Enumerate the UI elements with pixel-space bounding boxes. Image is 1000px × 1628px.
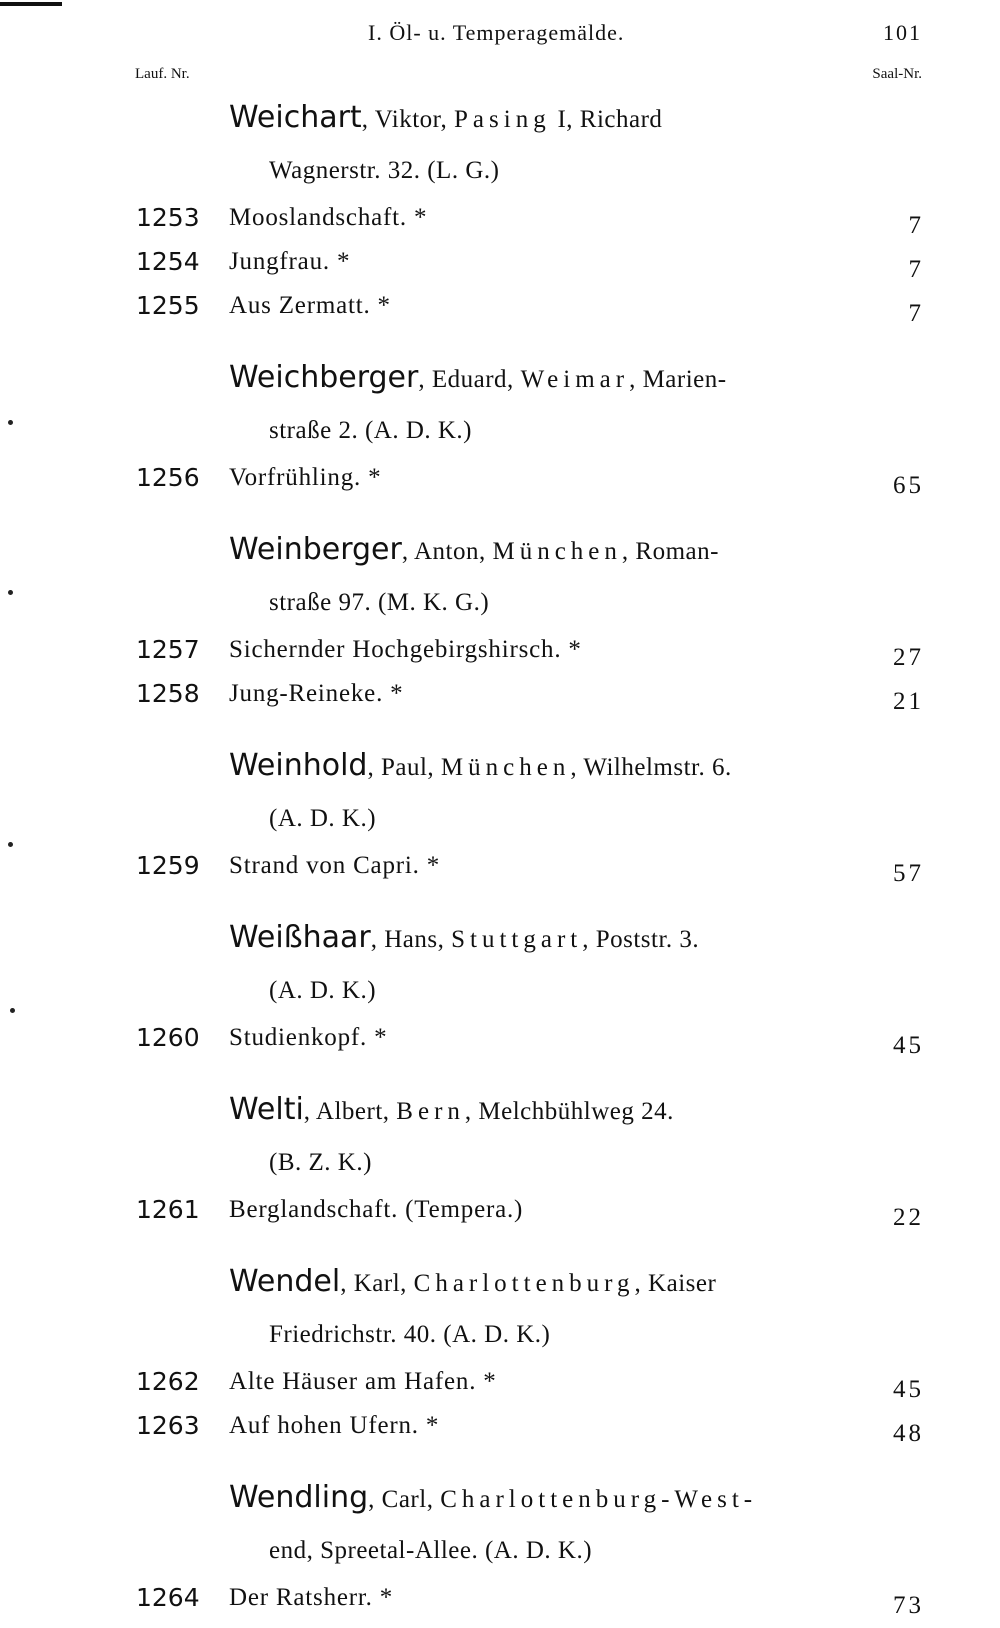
room-number: 27 bbox=[893, 644, 924, 671]
artist-address: , Poststr. 3. bbox=[582, 926, 700, 953]
work-title: Studienkopf. * bbox=[229, 1024, 388, 1051]
work-title: Der Ratsherr. * bbox=[229, 1584, 394, 1611]
work-number: 1258 bbox=[136, 679, 200, 708]
room-number: 45 bbox=[893, 1032, 924, 1059]
room-number: 7 bbox=[908, 212, 924, 239]
artist-address-continued: (A. D. K.) bbox=[269, 805, 377, 832]
work-row bbox=[0, 672, 1000, 716]
work-title: Berglandschaft. (Tempera.) bbox=[229, 1196, 524, 1223]
work-title: Jung-Reineke. * bbox=[229, 680, 404, 707]
artist-city: Charlottenburg bbox=[413, 1270, 635, 1297]
artist-given-name: , Karl, bbox=[340, 1270, 414, 1297]
running-title: I. Öl- u. Temperagemälde. bbox=[368, 20, 625, 45]
work-row bbox=[0, 1576, 1000, 1620]
artist-given-name: , Viktor, bbox=[361, 106, 455, 133]
artist-heading bbox=[229, 1472, 880, 1576]
artist-name: Weichberger bbox=[229, 360, 419, 395]
work-row bbox=[0, 456, 1000, 500]
room-number: 73 bbox=[893, 1592, 924, 1619]
artist-heading bbox=[229, 740, 880, 844]
artist-entry bbox=[0, 524, 1000, 716]
work-number: 1262 bbox=[136, 1367, 200, 1396]
work-title: Aus Zermatt. * bbox=[229, 292, 391, 319]
work-row bbox=[0, 1360, 1000, 1404]
artist-entry bbox=[0, 352, 1000, 500]
artist-address: , Melchbühlweg 24. bbox=[464, 1098, 674, 1125]
artist-city: Pasing bbox=[454, 106, 551, 133]
artist-city: Charlottenburg-West- bbox=[440, 1486, 758, 1513]
artist-city: Weimar bbox=[520, 366, 630, 393]
artist-given-name: , Paul, bbox=[367, 754, 441, 781]
work-number: 1255 bbox=[136, 291, 200, 320]
artist-name: Welti bbox=[229, 1092, 304, 1127]
work-row bbox=[0, 1016, 1000, 1060]
artist-address: , Wilhelmstr. 6. bbox=[570, 754, 732, 781]
artist-address: , Kaiser bbox=[634, 1270, 717, 1297]
artist-name: Wendel bbox=[229, 1264, 341, 1299]
column-labels bbox=[0, 66, 1000, 86]
artist-entry bbox=[0, 912, 1000, 1060]
room-number: 7 bbox=[908, 256, 924, 283]
artist-address-continued: straße 97. (M. K. G.) bbox=[269, 589, 490, 616]
work-row bbox=[0, 628, 1000, 672]
room-number: 65 bbox=[893, 472, 924, 499]
work-number: 1259 bbox=[136, 851, 200, 880]
artist-heading bbox=[229, 1256, 880, 1360]
artist-entry bbox=[0, 1472, 1000, 1620]
room-number-label: Saal-Nr. bbox=[872, 66, 922, 82]
artist-address-continued: (A. D. K.) bbox=[269, 977, 377, 1004]
artist-given-name: , Eduard, bbox=[418, 366, 521, 393]
work-number: 1261 bbox=[136, 1195, 200, 1224]
artist-given-name: , Carl, bbox=[368, 1486, 441, 1513]
work-row bbox=[0, 240, 1000, 284]
catalog-list bbox=[0, 92, 1000, 1620]
work-title: Strand von Capri. * bbox=[229, 852, 441, 879]
artist-city: Bern bbox=[396, 1098, 465, 1125]
artist-name: Weißhaar bbox=[229, 920, 371, 955]
work-title: Alte Häuser am Hafen. * bbox=[229, 1368, 497, 1395]
work-row bbox=[0, 1188, 1000, 1232]
work-title: Jungfrau. * bbox=[229, 248, 351, 275]
artist-address: , Marien- bbox=[629, 366, 727, 393]
work-title: Auf hohen Ufern. * bbox=[229, 1412, 440, 1439]
work-number: 1264 bbox=[136, 1583, 200, 1612]
artist-entry bbox=[0, 1256, 1000, 1448]
artist-address-continued: (B. Z. K.) bbox=[269, 1149, 372, 1176]
work-row bbox=[0, 1404, 1000, 1448]
work-number: 1263 bbox=[136, 1411, 200, 1440]
room-number: 57 bbox=[893, 860, 924, 887]
artist-address: , Roman- bbox=[621, 538, 719, 565]
artist-address-continued: straße 2. (A. D. K.) bbox=[269, 417, 473, 444]
work-number: 1260 bbox=[136, 1023, 200, 1052]
work-title: Vorfrühling. * bbox=[229, 464, 382, 491]
room-number: 48 bbox=[893, 1420, 924, 1447]
work-row bbox=[0, 844, 1000, 888]
room-number: 22 bbox=[893, 1204, 924, 1231]
artist-address: I, Richard bbox=[550, 106, 663, 133]
artist-city: München bbox=[440, 754, 571, 781]
room-number: 7 bbox=[908, 300, 924, 327]
artist-address-continued: Friedrichstr. 40. (A. D. K.) bbox=[269, 1321, 551, 1348]
artist-given-name: , Hans, bbox=[370, 926, 452, 953]
artist-given-name: , Anton, bbox=[401, 538, 493, 565]
artist-heading bbox=[229, 352, 880, 456]
artist-address-continued: Wagnerstr. 32. (L. G.) bbox=[269, 157, 500, 184]
work-row bbox=[0, 196, 1000, 240]
artist-entry bbox=[0, 92, 1000, 328]
artist-entry bbox=[0, 740, 1000, 888]
running-number-label: Lauf. Nr. bbox=[135, 66, 190, 82]
work-number: 1253 bbox=[136, 203, 200, 232]
work-title: Mooslandschaft. * bbox=[229, 204, 428, 231]
work-number: 1256 bbox=[136, 463, 200, 492]
artist-given-name: , Albert, bbox=[303, 1098, 397, 1125]
room-number: 45 bbox=[893, 1376, 924, 1403]
room-number: 21 bbox=[893, 688, 924, 715]
artist-city: Stuttgart bbox=[451, 926, 583, 953]
artist-name: Weinhold bbox=[229, 748, 368, 783]
artist-city: München bbox=[492, 538, 622, 565]
artist-heading bbox=[229, 524, 880, 628]
artist-heading bbox=[229, 912, 880, 1016]
artist-heading bbox=[229, 1084, 880, 1188]
running-head bbox=[0, 20, 1000, 50]
artist-name: Weichart bbox=[229, 100, 362, 135]
work-title: Sichernder Hochgebirgshirsch. * bbox=[229, 636, 582, 663]
page-number: 101 bbox=[883, 20, 922, 45]
artist-heading bbox=[229, 92, 880, 196]
work-number: 1254 bbox=[136, 247, 200, 276]
work-number: 1257 bbox=[136, 635, 200, 664]
artist-name: Weinberger bbox=[229, 532, 402, 567]
work-row bbox=[0, 284, 1000, 328]
scan-edge-mark bbox=[0, 2, 62, 6]
artist-name: Wendling bbox=[229, 1480, 369, 1515]
artist-entry bbox=[0, 1084, 1000, 1232]
artist-address-continued: end, Spreetal-Allee. (A. D. K.) bbox=[269, 1537, 593, 1564]
